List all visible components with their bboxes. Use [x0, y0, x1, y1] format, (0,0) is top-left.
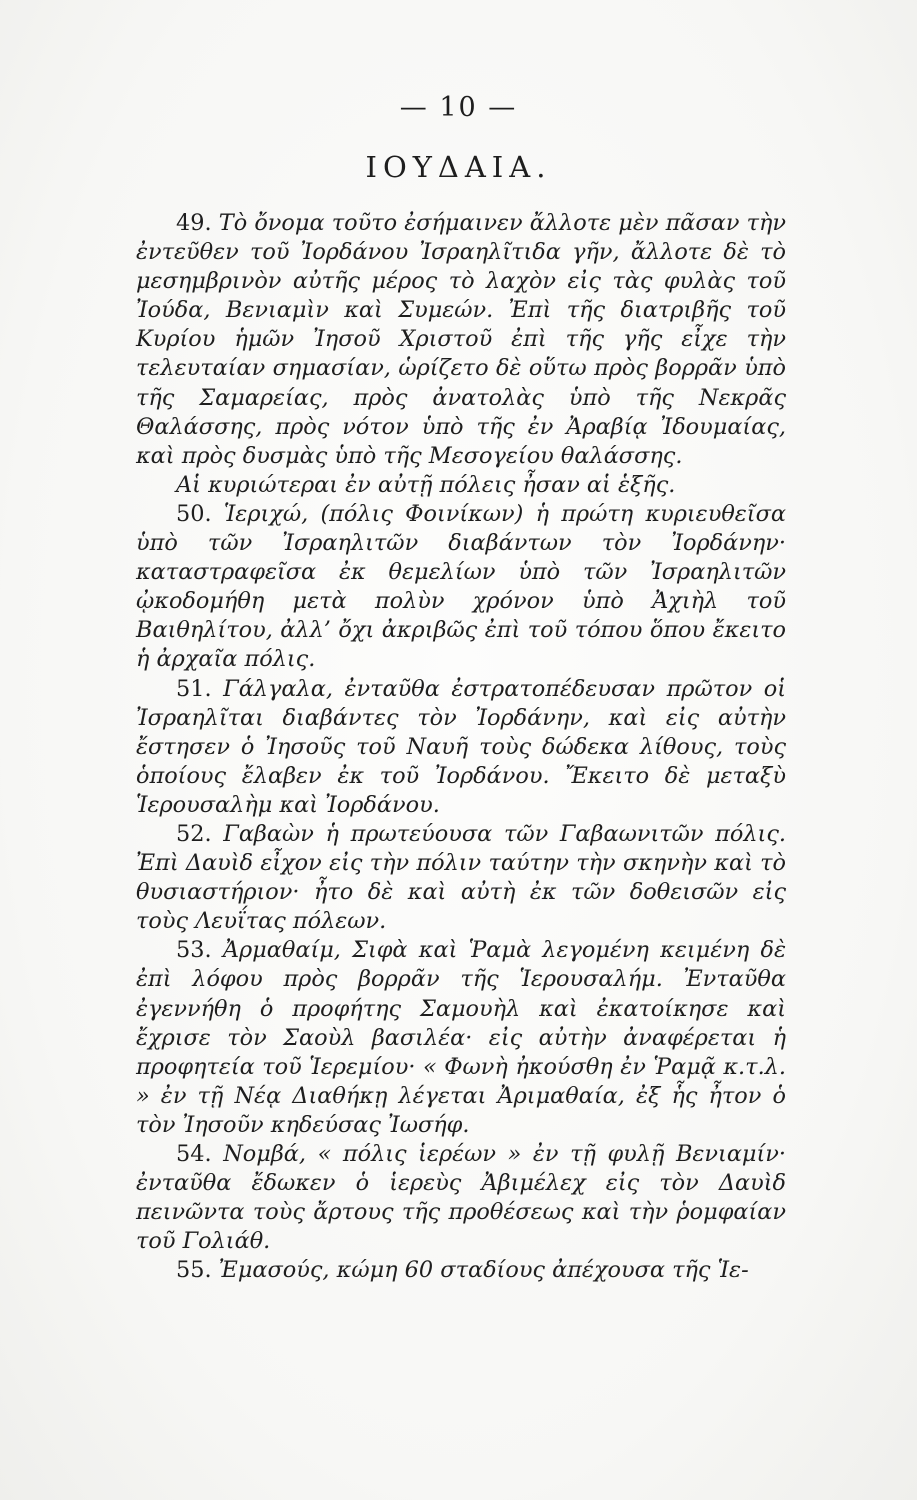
paragraph-number: 55.	[176, 1257, 212, 1284]
paragraph-number: 50.	[176, 500, 212, 527]
paragraph-text: Ἀρμαθαίμ, Σιφὰ καὶ Ῥαμὰ λεγομένη κειμένη δὲ ἐπὶ λόφου πρὸς βορρᾶν τῆς Ἱερουσαλήμ. Ἐνταῦθα ἐγεννήθη ὁ προφήτης Σαμουὴλ καὶ ἐκατοίκησε καὶ ἔχρισε τὸν Σαοὺλ βασιλέα· εἰς αὐτὴν ἀναφέρεται ἡ προφητεία τοῦ Ἱερεμίου· « Φωνὴ ἠκούσθη ἐν Ῥαμᾷ κ.τ.λ. » ἐν τῇ Νέᾳ Διαθήκῃ λέγεται Ἀριμαθαία, ἐξ ἧς ἦτον ὁ τὸν Ἰησοῦν κηδεύσας Ἰωσήφ.	[136, 937, 786, 1138]
paragraph-50	[136, 500, 786, 675]
paragraph-53	[136, 936, 786, 1140]
page-number: — 10 —	[399, 92, 518, 123]
paragraph-cities-intro	[136, 471, 786, 500]
paragraph-number: 53.	[176, 937, 212, 964]
body-text	[136, 209, 786, 1285]
paragraph-49	[136, 209, 786, 471]
section-title: ΙΟΥΔΑΙΑ.	[365, 150, 552, 184]
paragraph-54	[136, 1140, 786, 1256]
paragraph-text: Ἱεριχώ, (πόλις Φοινίκων) ἡ πρώτη κυριευθεῖσα ὑπὸ τῶν Ἰσραηλιτῶν διαβάντων τὸν Ἰορδάνην· καταστραφεῖσα ἐκ θεμελίων ὑπὸ τῶν Ἰσραηλιτῶν ᾠκοδομήθη μετὰ πολὺν χρόνον ὑπὸ Ἀχιὴλ τοῦ Βαιθηλίτου, ἀλλ’ ὄχι ἀκριβῶς ἐπὶ τοῦ τόπου ὅπου ἔκειτο ἡ ἀρχαῖα πόλις.	[136, 500, 786, 673]
paragraph-52	[136, 820, 786, 936]
paragraph-number: 51.	[176, 675, 212, 702]
paragraph-55	[136, 1256, 786, 1285]
paragraph-text: Γαβαὼν ἡ πρωτεύουσα τῶν Γαβαωνιτῶν πόλις. Ἐπὶ Δαυὶδ εἶχον εἰς τὴν πόλιν ταύτην τὴν σκηνὴν καὶ τὸ θυσιαστήριον· ἦτο δὲ καὶ αὐτὴ ἐκ τῶν δοθεισῶν εἰς τοὺς Λευΐτας πόλεων.	[136, 820, 786, 935]
paragraph-number: 54.	[176, 1141, 212, 1167]
paragraph-number: 52.	[176, 820, 212, 847]
paragraph-51	[136, 675, 786, 820]
paragraph-text: Τὸ ὄνομα τοῦτο ἐσήμαινεν ἄλλοτε μὲν πᾶσαν τὴν ἐντεῦθεν τοῦ Ἰορδάνου Ἰσραηλῖτιδα γῆν, ἄλλοτε δὲ τὸ μεσημβρινὸν αὐτῆς μέρος τὸ λαχὸν εἰς τὰς φυλὰς τοῦ Ἰούδα, Βενιαμὶν καὶ Συμεών. Ἐπὶ τῆς διατριβῆς τοῦ Κυρίου ἡμῶν Ἰησοῦ Χριστοῦ ἐπὶ τῆς γῆς εἶχε τὴν τελευταίαν σημασίαν, ὡρίζετο δὲ οὕτω πρὸς βορρᾶν ὑπὸ τῆς Σαμαρείας, πρὸς ἀνατολὰς ὑπὸ τῆς Νεκρᾶς Θαλάσσης, πρὸς νότον ὑπὸ τῆς ἐν Ἀραβίᾳ Ἰδουμαίας, καὶ πρὸς δυσμὰς ὑπὸ τῆς Μεσογείου θαλάσσης.	[136, 210, 787, 469]
paragraph-text: Νομβά, « πόλις ἱερέων » ἐν τῇ φυλῇ Βενιαμίν· ἐνταῦθα ἔδωκεν ὁ ἱερεὺς Ἀβιμέλεχ εἰς τὸν Δαυὶδ πεινῶντα τοὺς ἄρτους τῆς προθέσεως καὶ τὴν ῥομφαίαν τοῦ Γολιάθ.	[136, 1141, 786, 1255]
paragraph-text: Αἱ κυριώτεραι ἐν αὐτῇ πόλεις ἦσαν αἱ ἑξῆς.	[176, 471, 676, 498]
paragraph-text: Ἐμασούς, κώμη 60 σταδίους ἀπέχουσα τῆς Ἱε-	[218, 1257, 749, 1284]
paragraph-number: 49.	[176, 210, 212, 236]
paragraph-text: Γάλγαλα, ἐνταῦθα ἐστρατοπέδευσαν πρῶτον οἱ Ἰσραηλῖται διαβάντες τὸν Ἰορδάνην, καὶ εἰς αὐτὴν ἔστησεν ὁ Ἰησοῦς τοῦ Ναυῆ τοὺς δώδεκα λίθους, τοὺς ὁποίους ἔλαβεν ἐκ τοῦ Ἰορδάνου. Ἔκειτο δὲ μεταξὺ Ἱερουσαλὴμ καὶ Ἰορδάνου.	[136, 675, 786, 818]
